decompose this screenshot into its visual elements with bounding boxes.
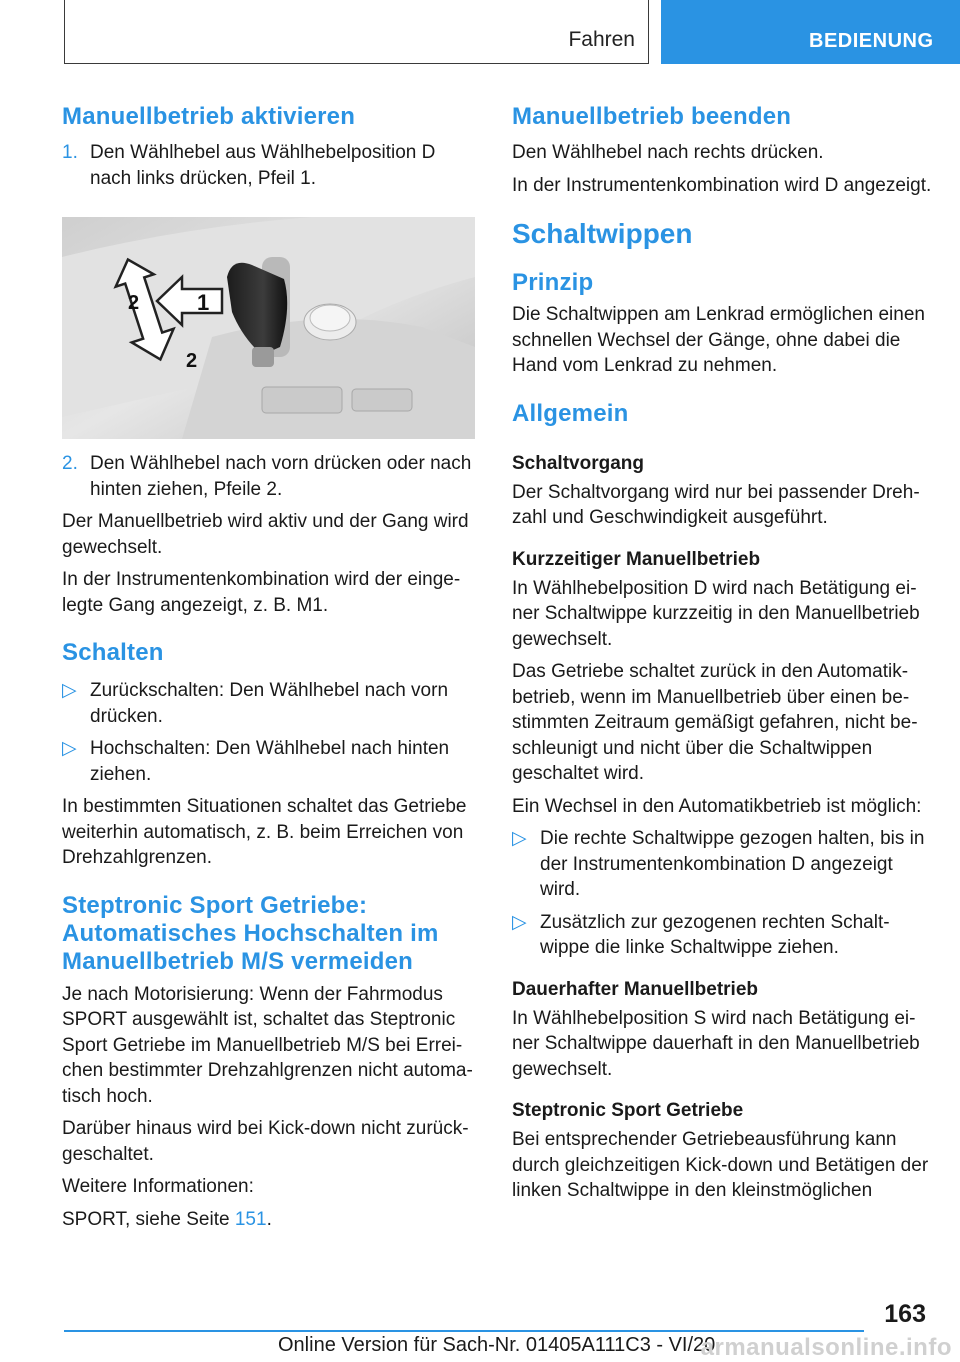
gear-selector-illustration — [62, 217, 475, 439]
heading-short-manual: Kurzzeitiger Manuellbetrieb — [512, 548, 761, 570]
paragraph: Weitere Informationen: — [62, 1176, 254, 1197]
bullet-text: Die rechte Schaltwippe gezogen halten, bis in der Instrumentenkombination D angezeigt wird. — [540, 828, 925, 900]
bullet-text: Zusätzlich zur gezogenen rechten Schaltwippe die linke Schaltwippe ziehen. — [540, 911, 890, 958]
paragraph: Das Getriebe schaltet zurück in den Automatikbetrieb, wenn im Manuellbetrieb über einen bestimmten Zeitraum gemäßigt gefahren, nicht beschleunigt und nicht über die Schaltwippen geschaltet wird. — [512, 661, 918, 784]
paragraph: In Wählhebelposition D wird nach Betätigung einer Schaltwippe kurzzeitig in den Manuellbetrieb gewechselt. — [512, 577, 920, 650]
bullet-arrow-icon: ▷ — [512, 911, 527, 933]
right-column — [512, 100, 932, 1204]
heading-principle: Prinzip — [512, 269, 594, 296]
paragraph: In der Instrumentenkombination wird D angezeigt. — [512, 174, 932, 196]
heading-paddles: Schaltwippen — [512, 218, 693, 249]
header-frame — [64, 0, 649, 64]
heading-shift-process: Schaltvorgang — [512, 452, 644, 474]
paragraph: Der Manuellbetrieb wird aktiv und der Gang wird gewechselt. — [62, 511, 469, 558]
arrow-label-1: 1 — [197, 290, 210, 315]
bullet-arrow-icon: ▷ — [62, 680, 77, 701]
heading-end: Manuellbetrieb beenden — [512, 103, 792, 130]
bullet-hold-right — [512, 826, 932, 903]
heading-activate: Manuellbetrieb aktivieren — [62, 103, 356, 130]
bullet-downshift — [62, 678, 480, 729]
paragraph: Der Schaltvorgang wird nur bei passender Drehzahl und Geschwindigkeit ausgeführt. — [512, 481, 920, 528]
bullet-arrow-icon: ▷ — [512, 828, 527, 849]
paragraph: In bestimmten Situationen schaltet das Getriebe weiterhin automatisch, z. B. beim Erreichen von Drehzahlgrenzen. — [62, 796, 467, 868]
step-1 — [62, 140, 480, 191]
footer-version: Online Version für Sach-Nr. 01405A111C3 - VI/20 — [278, 1334, 716, 1356]
page-link-151[interactable]: 151 — [234, 1208, 267, 1230]
heading-shift: Schalten — [62, 639, 164, 666]
bullet-text: Hochschalten: Den Wählhebel nach hinten ziehen. — [90, 738, 450, 785]
paragraph: Den Wählhebel nach rechts drücken. — [512, 142, 824, 163]
step-2-text: Den Wählhebel nach vorn drücken oder nach hinten ziehen, Pfeile 2. — [90, 453, 472, 500]
paragraph: Die Schaltwippen am Lenkrad ermöglichen einen schnellen Wechsel der Gänge, ohne dabei die Hand vom Lenkrad zu nehmen. — [512, 304, 925, 376]
step-1-number: 1. — [62, 142, 78, 163]
chapter-title: BEDIENUNG — [809, 30, 934, 52]
heading-general: Allgemein — [512, 399, 629, 427]
paragraph: Ein Wechsel in den Automatikbetrieb ist möglich: — [512, 795, 922, 817]
bullet-upshift — [62, 736, 480, 787]
footer-divider — [64, 1330, 864, 1332]
paragraph: Darüber hinaus wird bei Kick-down nicht zurückgeschaltet. — [62, 1118, 469, 1165]
heading-steptronic-sport: Steptronic Sport Getriebe — [512, 1100, 744, 1121]
paragraph-reference: SPORT, siehe Seite 151. — [62, 1208, 272, 1230]
bullet-pull-left — [512, 910, 932, 961]
paragraph: In Wählhebelposition S wird nach Betätigung einer Schaltwippe dauerhaft in den Manuellbetrieb gewechselt. — [512, 1007, 920, 1080]
section-title: Fahren — [568, 28, 635, 51]
step-2 — [62, 451, 480, 502]
left-column — [62, 100, 480, 1232]
page-number: 163 — [884, 1300, 926, 1328]
paragraph: Bei entsprechender Getriebeausführung kann durch gleichzeitigen Kick-down und Betätigen der linken Schaltwippe in den kleinstmöglichen — [512, 1129, 929, 1201]
heading-permanent-manual: Dauerhafter Manuellbetrieb — [512, 978, 758, 1000]
paragraph: Je nach Motorisierung: Wenn der Fahrmodus SPORT ausgewählt ist, schaltet das Steptronic Sport Getriebe im Manuellbetrieb M/S bei Erreichen bestimmter Drehzahlgrenzen nicht automatisch hoch. — [62, 983, 473, 1107]
arrow-label-2-bottom: 2 — [186, 350, 198, 372]
gear-selector-photo — [62, 217, 475, 439]
step-2-number: 2. — [62, 453, 78, 474]
paragraph: In der Instrumentenkombination wird der eingelegte Gang angezeigt, z. B. M1. — [62, 569, 461, 616]
step-1-text: Den Wählhebel aus Wählhebelposition D nach links drücken, Pfeil 1. — [90, 142, 436, 189]
bullet-arrow-icon: ▷ — [62, 738, 77, 759]
heading-steptronic: Steptronic Sport Getriebe: Automatisches Hochschalten im Manuellbetrieb M/S vermeiden — [62, 891, 439, 975]
arrow-label-2-top: 2 — [128, 292, 140, 314]
chapter-tab — [661, 0, 960, 64]
bullet-text: Zurückschalten: Den Wählhebel nach vorn drücken. — [90, 680, 449, 727]
watermark-logo: armanualsonline.info — [700, 1334, 952, 1361]
